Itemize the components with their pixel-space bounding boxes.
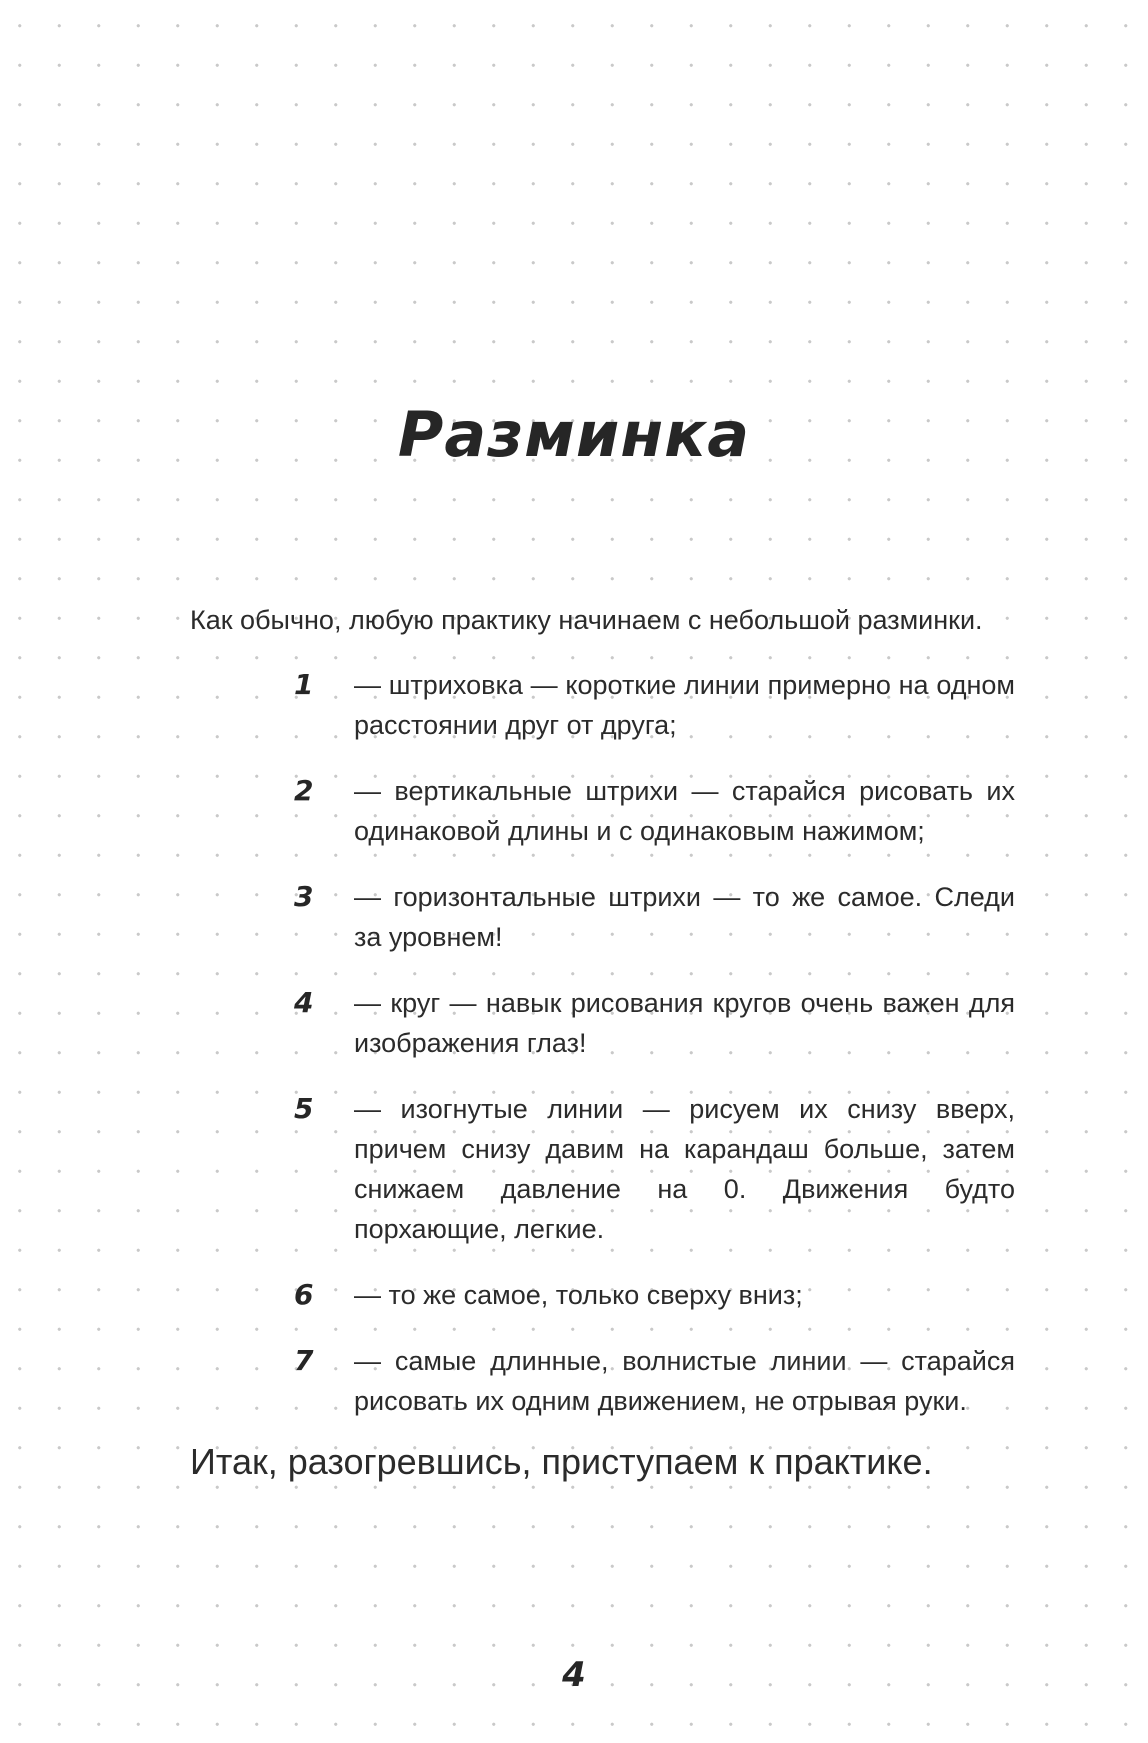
item-text: — круг — навык рисования кругов очень важен для изображения глаз!	[354, 988, 1015, 1058]
item-number: 2	[294, 774, 314, 807]
item-number: 6	[294, 1278, 314, 1311]
item-number: 5	[294, 1092, 314, 1125]
intro-paragraph: Как обычно, любую практику начинаем с небольшой разминки.	[190, 605, 983, 635]
page-title: Разминка	[397, 398, 751, 471]
item-text: — то же самое, только сверху вниз;	[354, 1280, 803, 1310]
item-number: 3	[294, 880, 314, 913]
item-number: 1	[294, 668, 314, 701]
item-number: 4	[294, 986, 314, 1019]
item-number: 7	[294, 1344, 314, 1377]
list-item	[290, 771, 1015, 851]
item-text: — изогнутые линии — рисуем их снизу вверх, причем снизу давим на карандаш больше, затем снижаем давление на 0. Движения будто порхающие, легкие.	[354, 1094, 1015, 1244]
list-item	[290, 1341, 1015, 1421]
list-item	[290, 665, 1015, 745]
list-item	[290, 1275, 1015, 1315]
warmup-list	[290, 665, 1015, 1447]
list-item	[290, 1089, 1015, 1249]
page-number: 4	[562, 1655, 586, 1695]
list-item	[290, 983, 1015, 1063]
outro-paragraph: Итак, разогревшись, приступаем к практике.	[190, 1441, 933, 1482]
list-item	[290, 877, 1015, 957]
item-text: — штриховка — короткие линии примерно на одном расстоянии друг от друга;	[354, 670, 1015, 740]
item-text: — горизонтальные штрихи — то же самое. Следи за уровнем!	[354, 882, 1015, 952]
item-text: — вертикальные штрихи — старайся рисовать их одинаковой длины и с одинаковым нажимом;	[354, 776, 1015, 846]
item-text: — самые длинные, волнистые линии — старайся рисовать их одним движением, не отрывая руки.	[354, 1346, 1015, 1416]
